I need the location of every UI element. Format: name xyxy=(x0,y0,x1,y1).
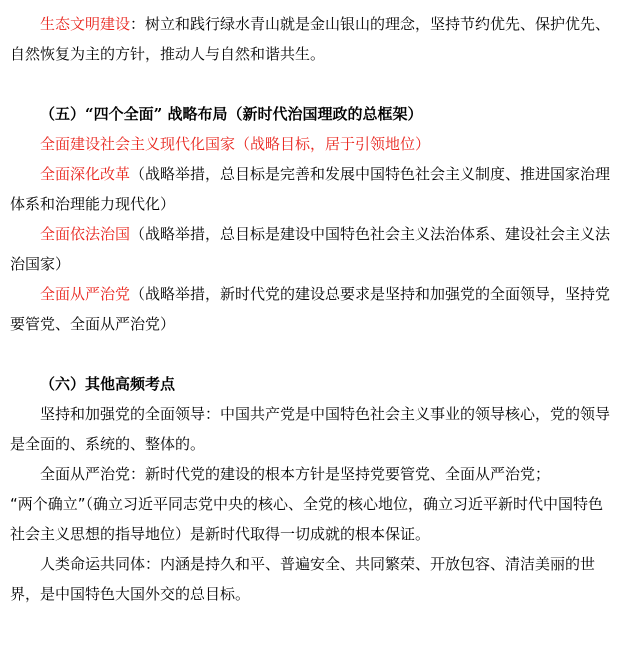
item-4-text: （战略举措，新时代党的建设总要求是坚持和加强党的全面领导，坚持党要管党、全面从严治党） xyxy=(10,285,611,333)
ecology-paragraph xyxy=(10,9,617,69)
section-six-heading: （六）其他高频考点 xyxy=(40,375,176,393)
ecology-text: ：树立和践行绿水青山就是金山银山的理念，坚持节约优先、保护优先、自然恢复为主的方针，推动人与自然和谐共生。 xyxy=(10,15,611,63)
section-six-paragraph-1: 坚持和加强党的全面领导：中国共产党是中国特色社会主义事业的领导核心，党的领导是全面的、系统的、整体的。 xyxy=(10,405,611,453)
item-2-key-term: 全面深化改革 xyxy=(40,165,131,183)
section-six-paragraph-2: 全面从严治党：新时代党的建设的根本方针是坚持党要管党、全面从严治党； xyxy=(40,465,551,483)
section-six-paragraph-4: 人类命运共同体：内涵是持久和平、普遍安全、共同繁荣、开放包容、清洁美丽的世界，是中国特色大国外交的总目标。 xyxy=(10,555,596,603)
spacer xyxy=(10,69,617,99)
four-comprehensives-item-2 xyxy=(10,159,617,219)
item-3-key-term: 全面依法治国 xyxy=(40,225,131,243)
ecology-key-term: 生态文明建设 xyxy=(40,15,131,33)
four-comprehensives-item-3 xyxy=(10,219,617,279)
item-4-key-term: 全面从严治党 xyxy=(40,285,131,303)
four-comprehensives-item-1 xyxy=(10,129,617,159)
four-comprehensives-item-4 xyxy=(10,279,617,339)
spacer xyxy=(10,339,617,369)
item-2-text: （战略举措，总目标是完善和发展中国特色社会主义制度、推进国家治理体系和治理能力现代化） xyxy=(10,165,611,213)
item-1-key-term: 全面建设社会主义现代化国家（战略目标，居于引领地位） xyxy=(40,135,431,153)
item-3-text: （战略举措，总目标是建设中国特色社会主义法治体系、建设社会主义法治国家） xyxy=(10,225,611,273)
section-six-paragraph-3: “两个确立”（确立习近平同志党中央的核心、全党的核心地位，确立习近平新时代中国特色社会主义思想的指导地位）是新时代取得一切成就的根本保证。 xyxy=(10,495,604,543)
section-five-heading: （五）“四个全面” 战略布局（新时代治国理政的总框架） xyxy=(40,105,423,123)
